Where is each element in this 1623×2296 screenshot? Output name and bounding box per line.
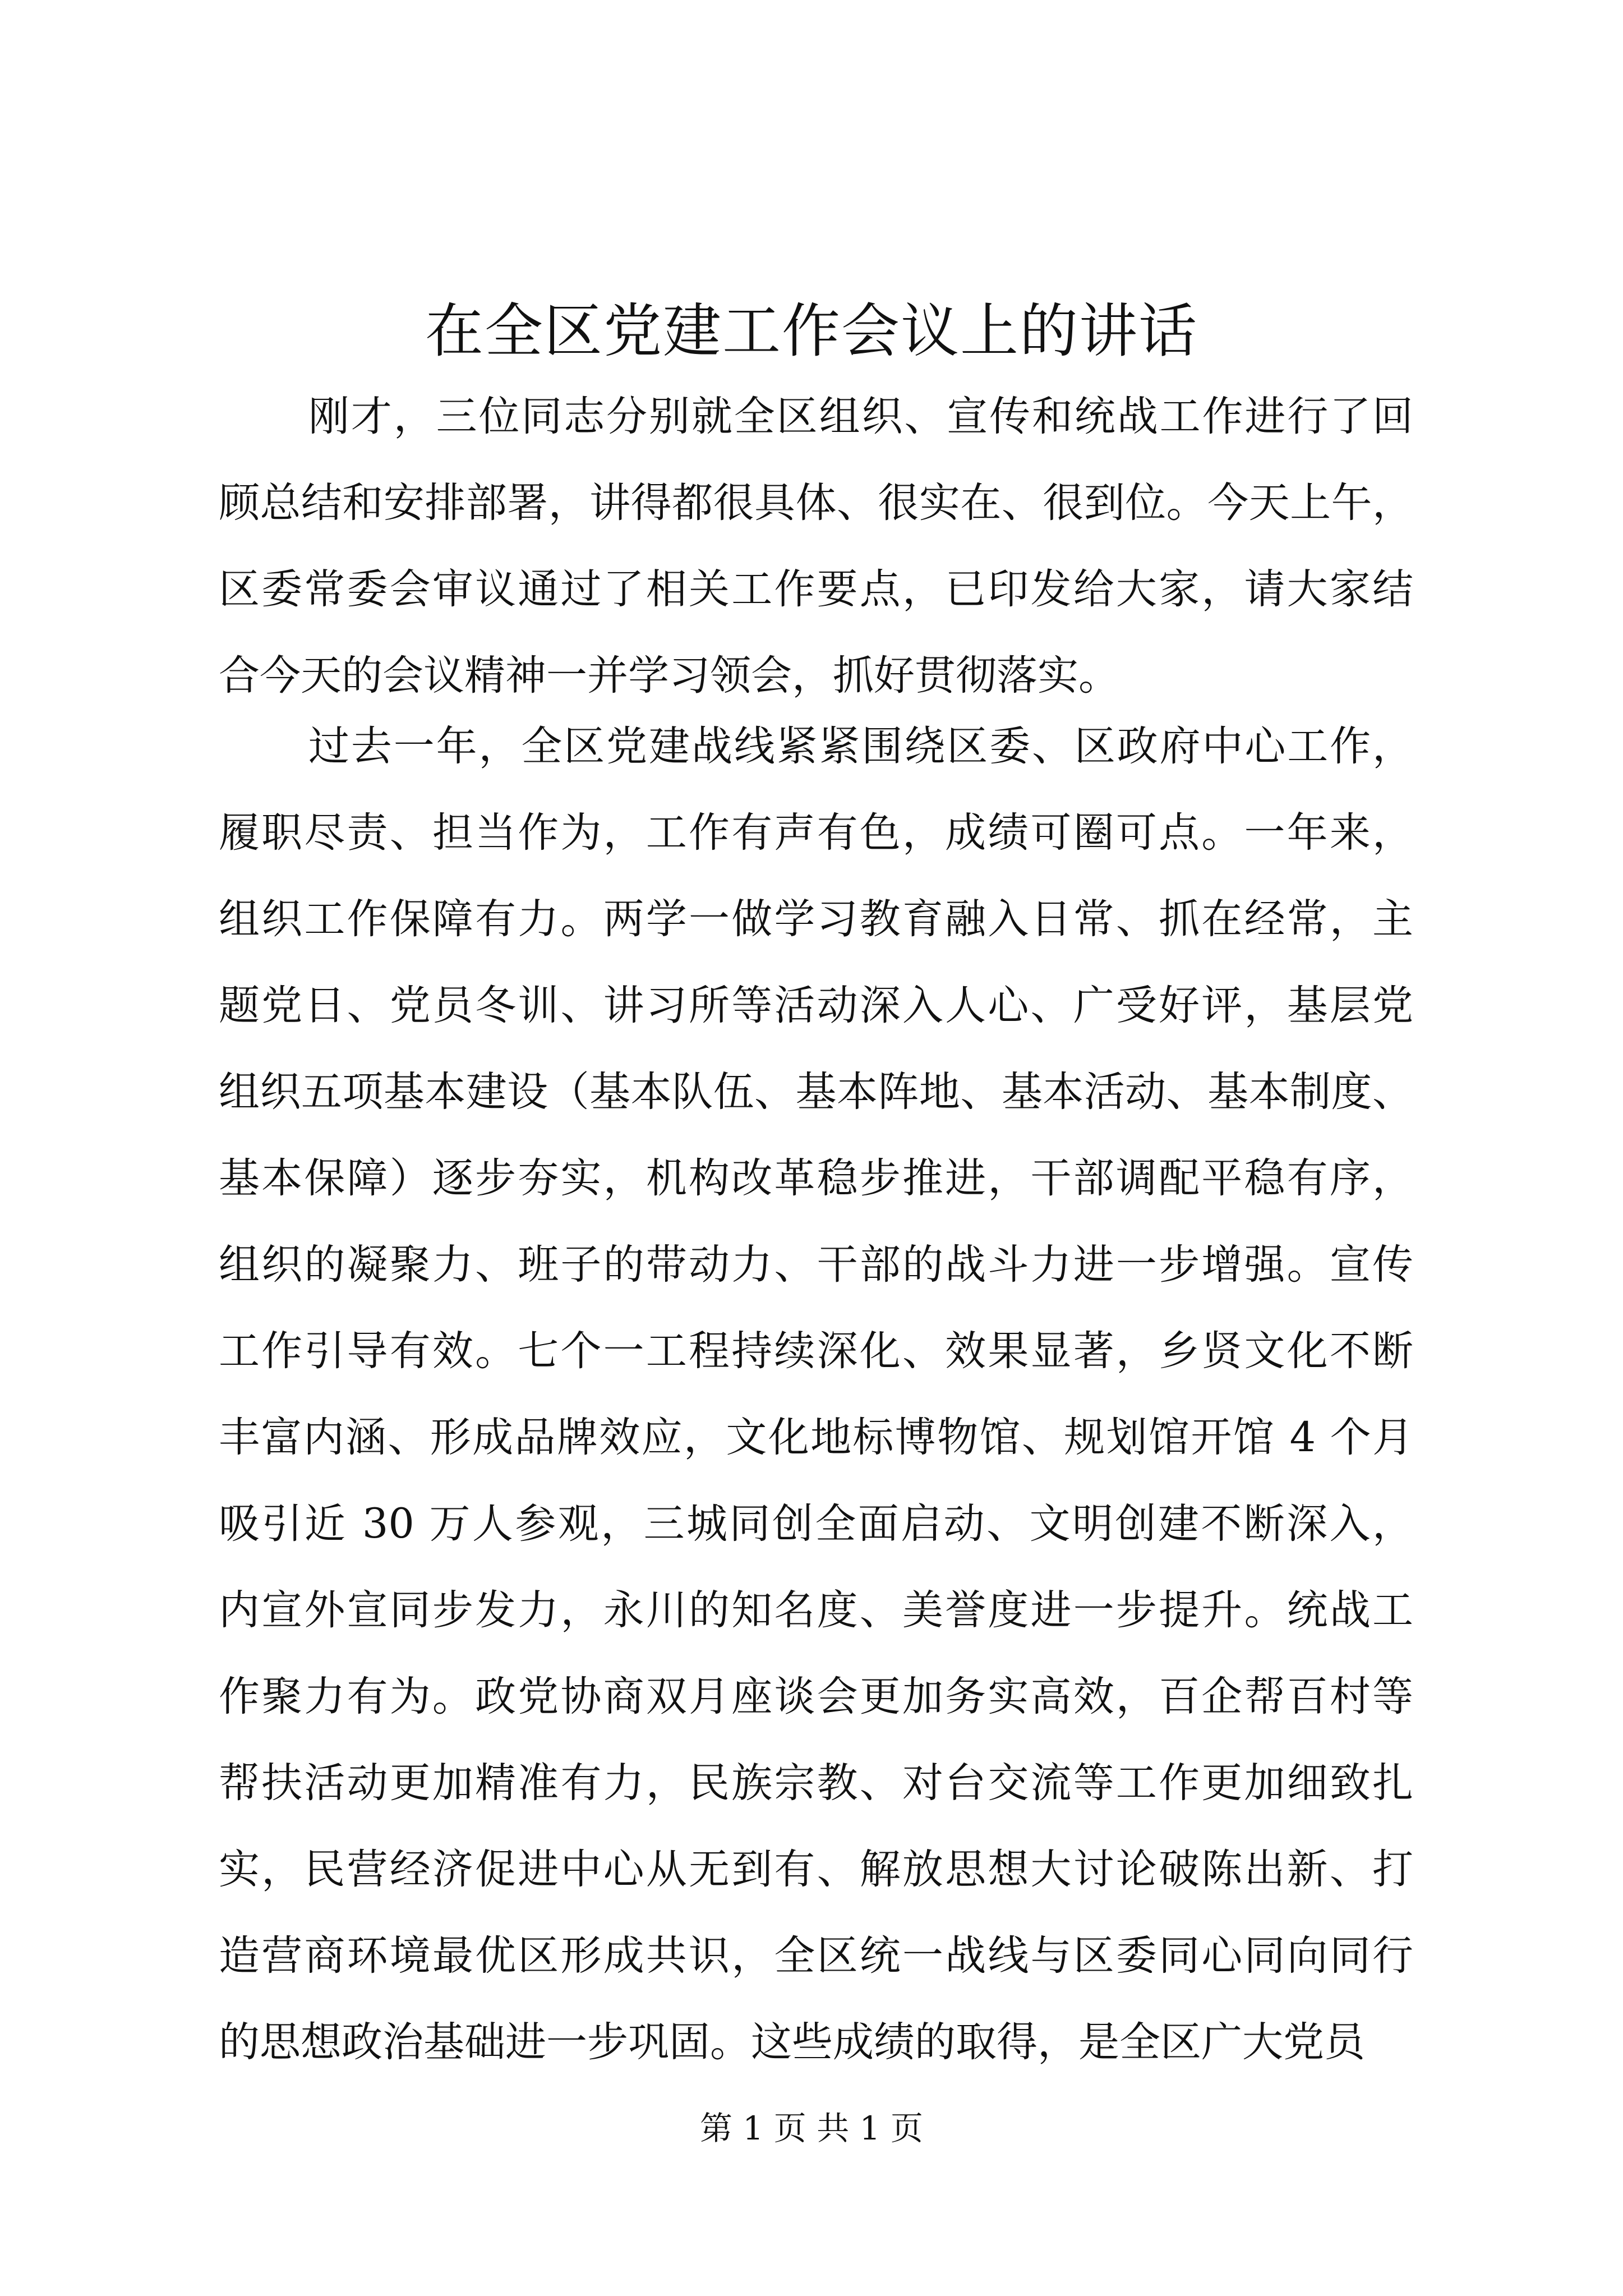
paragraph-line: 过去一年，全区党建战线紧紧围绕区委、区政府中心工作，	[308, 723, 1413, 770]
paragraph-line: 组织工作保障有力。两学一做学习教育融入日常、抓在经常，主	[219, 895, 1413, 943]
paragraph-line: 组织五项基本建设（基本队伍、基本阵地、基本活动、基本制度、	[219, 1068, 1413, 1116]
paragraph-line: 履职尽责、担当作为，工作有声有色，成绩可圈可点。一年来，	[219, 809, 1413, 857]
paragraph-line: 顾总结和安排部署，讲得都很具体、很实在、很到位。今天上午，	[219, 479, 1413, 527]
paragraph-line: 基本保障）逐步夯实，机构改革稳步推进，干部调配平稳有序，	[219, 1154, 1413, 1202]
paragraph-line: 内宣外宣同步发力，永川的知名度、美誉度进一步提升。统战工	[219, 1586, 1413, 1634]
paragraph-line: 帮扶活动更加精准有力，民族宗教、对台交流等工作更加细致扎	[219, 1759, 1413, 1807]
paragraph-line: 造营商环境最优区形成共识，全区统一战线与区委同心同向同行	[219, 1932, 1413, 1980]
paragraph-line: 吸引近 30 万人参观，三城同创全面启动、文明创建不断深入，	[219, 1500, 1413, 1548]
paragraph-1	[219, 374, 1413, 719]
paragraph-line: 题党日、党员冬训、讲习所等活动深入人心、广受好评，基层党	[219, 982, 1413, 1029]
paragraph-line: 工作引导有效。七个一工程持续深化、效果显著，乡贤文化不断	[219, 1327, 1413, 1375]
paragraph-line: 区委常委会审议通过了相关工作要点，已印发给大家，请大家结	[219, 565, 1413, 613]
paragraph-line: 的思想政治基础进一步巩固。这些成绩的取得，是全区广大党员	[219, 2018, 1365, 2066]
paragraph-line: 刚才，三位同志分别就全区组织、宣传和统战工作进行了回	[308, 393, 1413, 440]
page-footer: 第 1 页 共 1 页	[700, 2109, 923, 2147]
paragraph-line: 丰富内涵、形成品牌效应，文化地标博物馆、规划馆开馆 4 个月	[219, 1414, 1413, 1461]
paragraph-line: 组织的凝聚力、班子的带动力、干部的战斗力进一步增强。宣传	[219, 1241, 1413, 1289]
paragraph-line: 作聚力有为。政党协商双月座谈会更加务实高效，百企帮百村等	[219, 1673, 1413, 1720]
paragraph-2	[219, 703, 1413, 2086]
paragraph-line: 实，民营经济促进中心从无到有、解放思想大讨论破陈出新、打	[219, 1846, 1413, 1893]
document-title: 在全区党建工作会议上的讲话	[425, 297, 1198, 365]
paragraph-line: 合今天的会议精神一并学习领会，抓好贯彻落实。	[219, 652, 1119, 700]
